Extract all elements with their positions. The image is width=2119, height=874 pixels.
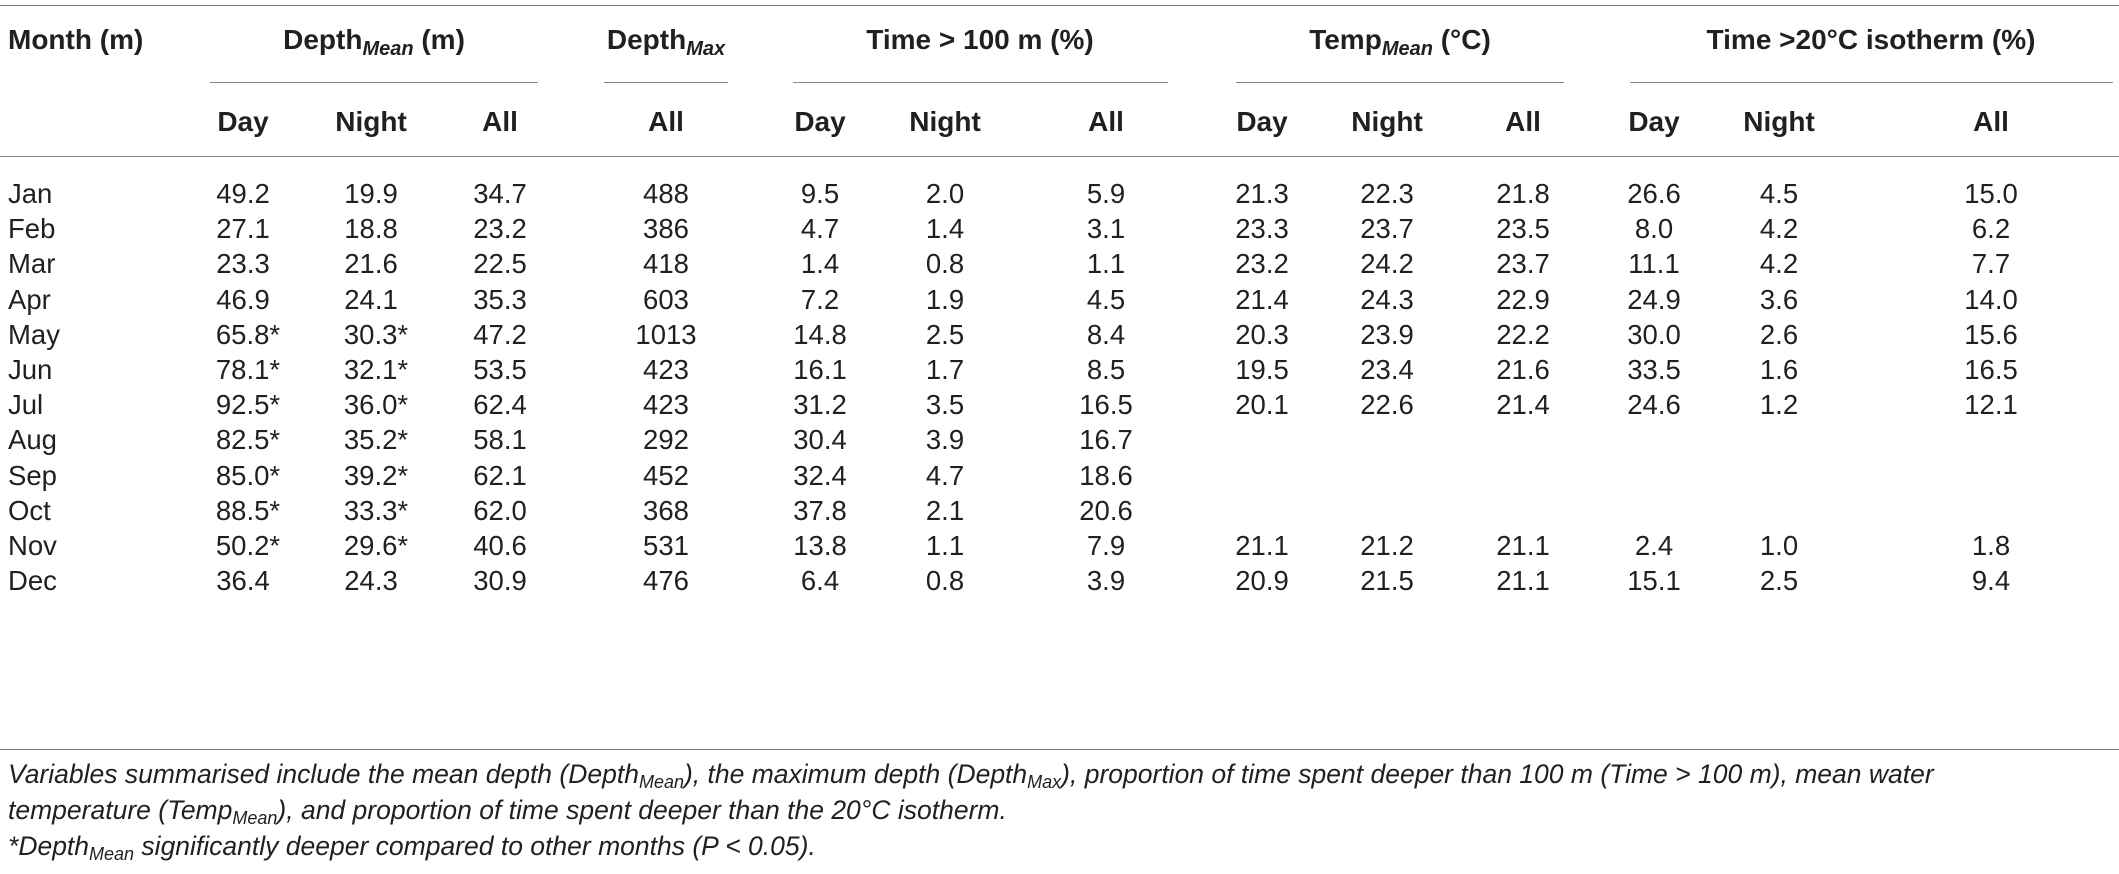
table-cell: 22.5 <box>473 248 527 280</box>
table-cell: 35.3 <box>473 283 527 315</box>
table-cell: 1.1 <box>925 530 965 561</box>
table-cell: 20.6 <box>1079 494 1133 526</box>
table-cell: 46.9 <box>216 283 270 315</box>
table-cell: 386 <box>643 213 689 245</box>
table-cell: 24.3 <box>1360 283 1414 315</box>
row-month: Oct <box>8 494 51 526</box>
table-cell: 15.1 <box>1627 565 1681 597</box>
footnote-significance: *Depth$_{Mean}$ significantly deeper compared to other months (P < 0.05). <box>8 831 816 864</box>
table-cell: 23.3 <box>1235 213 1289 245</box>
table-cell: 2.0 <box>925 178 965 209</box>
table-cell: 21.4 <box>1235 283 1289 315</box>
row-month: Apr <box>8 283 51 315</box>
table-cell: 35.2* <box>343 424 409 456</box>
table-cell: 37.8 <box>793 494 847 526</box>
table-cell: 24.3 <box>344 565 398 597</box>
subheader-cell: All <box>1088 106 1124 137</box>
header-depth-max: Depth$_{Max}$ <box>606 24 726 60</box>
table-cell: 16.5 <box>1079 389 1133 421</box>
table-cell: 24.1 <box>344 283 398 315</box>
table-cell: 15.0 <box>1964 178 2018 209</box>
table-cell: 8.4 <box>1086 318 1126 350</box>
table-cell: 92.5* <box>215 389 281 421</box>
table-cell: 2.4 <box>1634 530 1674 561</box>
table-cell: 488 <box>643 178 689 209</box>
table-cell: 21.6 <box>1496 354 1550 385</box>
table-cell: 47.2 <box>473 318 527 350</box>
header-month: Month (m) <box>8 24 144 55</box>
table-cell: 603 <box>643 283 689 315</box>
table-cell: 30.0 <box>1627 318 1681 350</box>
table-cell: 24.2 <box>1360 248 1414 280</box>
table-cell: 7.9 <box>1086 530 1126 561</box>
table-cell: 6.2 <box>1971 213 2011 245</box>
table-cell: 31.2 <box>793 389 847 421</box>
row-month: Jun <box>8 354 53 385</box>
table-cell: 4.5 <box>1086 283 1126 315</box>
subheader-cell: Night <box>1351 106 1423 137</box>
row-month: Sep <box>8 459 57 491</box>
table-cell: 23.4 <box>1360 354 1414 385</box>
group-rule-depth-max <box>604 82 728 83</box>
table-cell: 0.8 <box>925 248 965 280</box>
table-cell: 3.1 <box>1086 213 1126 245</box>
table-cell: 21.5 <box>1360 565 1414 597</box>
table-cell: 21.1 <box>1496 530 1550 561</box>
table-cell: 1.9 <box>925 283 965 315</box>
subheader-cell: Night <box>1743 106 1815 137</box>
table-cell: 32.1* <box>343 354 409 385</box>
table-cell: 23.7 <box>1360 213 1414 245</box>
table-cell: 82.5* <box>215 424 281 456</box>
table-cell: 9.4 <box>1971 565 2011 597</box>
footnote-variables: Variables summarised include the mean depth (Depth$_{Mean}$), the maximum depth (Depth$_{Max}$), proportion of time spent deeper than 100 m (Time > 100 m), mean water <box>8 759 1934 792</box>
table-cell: 22.3 <box>1360 178 1414 209</box>
table-cell: 4.5 <box>1759 178 1799 209</box>
table-cell: 3.9 <box>925 424 965 456</box>
footnote-variables-cont: temperature (Temp$_{Mean}$), and proportion of time spent deeper than the 20°C isotherm. <box>8 795 1007 828</box>
group-rule-time20 <box>1630 82 2113 83</box>
table-cell: 20.1 <box>1235 389 1289 421</box>
subheader-cell: All <box>1505 106 1541 137</box>
table-cell: 476 <box>643 565 689 597</box>
table-cell: 22.2 <box>1496 318 1550 350</box>
subheader-cell: Day <box>1236 106 1288 137</box>
table-cell: 21.4 <box>1496 389 1550 421</box>
table-cell: 1.7 <box>925 354 965 385</box>
table-cell: 0.8 <box>925 565 965 597</box>
table-cell: 19.9 <box>344 178 398 209</box>
table-cell: 16.5 <box>1964 354 2018 385</box>
subheader-cell: Night <box>909 106 981 137</box>
table-cell: 1.8 <box>1971 530 2011 561</box>
table-cell: 26.6 <box>1627 178 1681 209</box>
table-cell: 7.7 <box>1971 248 2011 280</box>
table-cell: 14.8 <box>793 318 847 350</box>
row-month: Aug <box>8 424 57 456</box>
row-month: Feb <box>8 213 56 245</box>
table-cell: 6.4 <box>800 565 840 597</box>
table-cell: 9.5 <box>800 178 840 209</box>
table-cell: 1.1 <box>1086 248 1126 280</box>
table-cell: 15.6 <box>1964 318 2018 350</box>
table-cell: 21.1 <box>1496 565 1550 597</box>
table-cell: 49.2 <box>216 178 270 209</box>
table-cell: 8.5 <box>1086 354 1126 385</box>
table-cell: 12.1 <box>1964 389 2018 421</box>
table-cell: 24.6 <box>1627 389 1681 421</box>
table-cell: 11.1 <box>1628 248 1680 280</box>
table-bottom-rule <box>0 749 2119 750</box>
table-cell: 21.8 <box>1496 178 1550 209</box>
table-cell: 2.5 <box>925 318 965 350</box>
table-cell: 423 <box>643 354 689 385</box>
table-cell: 16.1 <box>793 354 847 385</box>
table-cell: 27.1 <box>216 213 270 245</box>
table-cell: 62.0 <box>473 494 527 526</box>
table-cell: 2.1 <box>925 494 965 526</box>
subheader-cell: Day <box>794 106 846 137</box>
table-cell: 23.2 <box>473 213 527 245</box>
table-cell: 23.9 <box>1360 318 1414 350</box>
table-cell: 40.6 <box>473 530 527 561</box>
table-cell: 4.2 <box>1759 248 1799 280</box>
row-month: May <box>8 318 60 350</box>
table-cell: 4.7 <box>800 213 840 245</box>
header-bottom-rule <box>0 156 2119 157</box>
table-cell: 21.6 <box>344 248 398 280</box>
table-cell: 62.4 <box>473 389 527 421</box>
table-cell: 2.5 <box>1759 565 1799 597</box>
subheader-cell: Day <box>1628 106 1680 137</box>
header-temp-mean: Temp$_{Mean}$ (°C) <box>1309 24 1491 60</box>
table-cell: 24.9 <box>1627 283 1681 315</box>
table-cell: 4.2 <box>1759 213 1799 245</box>
table-cell: 418 <box>643 248 689 280</box>
table-cell: 34.7 <box>473 178 527 209</box>
table-cell: 30.4 <box>793 424 847 456</box>
table-cell: 423 <box>643 389 689 421</box>
table-cell: 1.4 <box>925 213 965 245</box>
table-cell: 32.4 <box>793 459 847 491</box>
table-cell: 36.4 <box>216 565 270 597</box>
table-cell: 19.5 <box>1235 354 1289 385</box>
group-rule-temp-mean <box>1236 82 1564 83</box>
table-cell: 7.2 <box>800 283 840 315</box>
table-cell: 452 <box>643 459 689 491</box>
table-cell: 21.1 <box>1235 530 1289 561</box>
table-cell: 3.5 <box>925 389 965 421</box>
table-cell: 39.2* <box>343 459 409 491</box>
table-cell: 531 <box>643 530 689 561</box>
table-cell: 62.1 <box>473 459 527 491</box>
table-cell: 1.4 <box>800 248 840 280</box>
group-rule-depth-mean <box>210 82 538 83</box>
row-month: Jan <box>8 178 53 209</box>
table-cell: 58.1 <box>473 424 527 456</box>
table-cell: 78.1* <box>215 354 281 385</box>
header-time20: Time >20°C isotherm (%) <box>1706 24 2036 55</box>
table-cell: 368 <box>643 494 689 526</box>
table-cell: 8.0 <box>1634 213 1674 245</box>
table-cell: 2.6 <box>1759 318 1799 350</box>
table-cell: 53.5 <box>473 354 527 385</box>
table-cell: 29.6* <box>343 530 409 561</box>
row-month: Jul <box>8 389 44 421</box>
table-cell: 1.6 <box>1759 354 1799 385</box>
subheader-cell: Day <box>217 106 269 137</box>
group-rule-time100 <box>793 82 1168 83</box>
table-cell: 65.8* <box>215 318 281 350</box>
table-cell: 21.3 <box>1235 178 1289 209</box>
table-top-rule <box>0 5 2119 6</box>
table-cell: 1.2 <box>1759 389 1799 421</box>
row-month: Dec <box>8 565 57 597</box>
table-cell: 23.3 <box>216 248 270 280</box>
row-month: Nov <box>8 530 57 561</box>
table-cell: 292 <box>643 424 689 456</box>
table-cell: 1013 <box>635 318 697 350</box>
table-cell: 20.9 <box>1235 565 1289 597</box>
table-cell: 18.6 <box>1079 459 1133 491</box>
subheader-cell: All <box>1973 106 2009 137</box>
table-cell: 18.8 <box>344 213 398 245</box>
table-cell: 36.0* <box>343 389 409 421</box>
table-cell: 1.0 <box>1759 530 1799 561</box>
subheader-cell: All <box>482 106 518 137</box>
table-cell: 14.0 <box>1964 283 2018 315</box>
table-cell: 88.5* <box>215 494 281 526</box>
table-cell: 30.9 <box>473 565 527 597</box>
subheader-cell: Night <box>335 106 407 137</box>
table-cell: 23.7 <box>1496 248 1550 280</box>
row-month: Mar <box>8 248 56 280</box>
table-cell: 23.5 <box>1496 213 1550 245</box>
table-cell: 22.6 <box>1360 389 1414 421</box>
table-cell: 33.5 <box>1627 354 1681 385</box>
header-time100: Time > 100 m (%) <box>866 24 1094 55</box>
table-cell: 21.2 <box>1360 530 1414 561</box>
table-cell: 20.3 <box>1235 318 1289 350</box>
table-cell: 13.8 <box>793 530 847 561</box>
table-cell: 22.9 <box>1496 283 1550 315</box>
table-cell: 33.3* <box>343 494 409 526</box>
table-cell: 30.3* <box>343 318 409 350</box>
table-cell: 3.6 <box>1759 283 1799 315</box>
table-cell: 3.9 <box>1086 565 1126 597</box>
table-cell: 4.7 <box>925 459 965 491</box>
table-cell: 23.2 <box>1235 248 1289 280</box>
table-cell: 5.9 <box>1086 178 1126 209</box>
table-cell: 85.0* <box>215 459 281 491</box>
table-cell: 16.7 <box>1079 424 1133 456</box>
subheader-cell: All <box>648 106 684 137</box>
header-depth-mean: Depth$_{Mean}$ (m) <box>283 24 465 60</box>
table-cell: 50.2* <box>215 530 281 561</box>
